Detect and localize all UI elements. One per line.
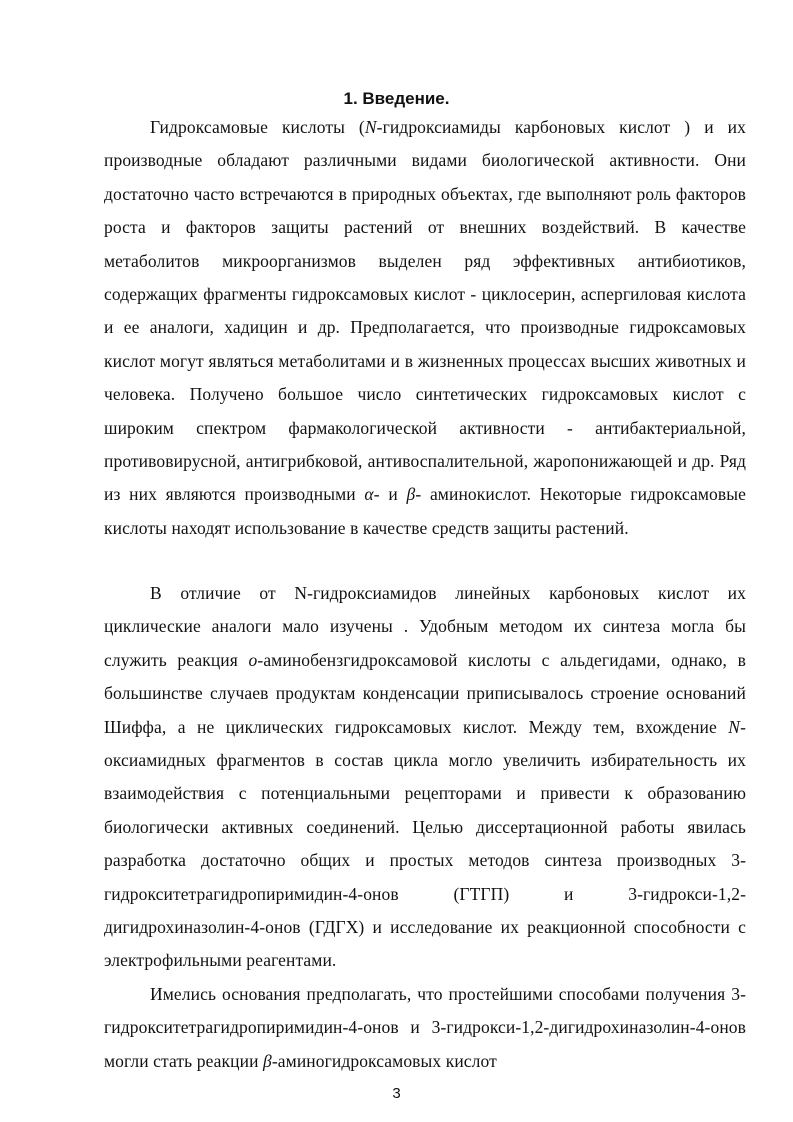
text-run: -оксиамидных фрагментов в состав цикла могло увеличить избирательность их взаимодействия с потенциальными рецепторами и привести к образованию биологически активных соединений. Целью диссертационной работы явилась разработка достаточно общих и простых методов синтеза производных 3-гидрокситетрагидропиримидин-4-онов (ГТГП) и 3-гидрокси-1,2-дигидрохиназолин-4-онов (ГДГХ) и исследование их реакционной способности с электрофильными реагентами. xyxy=(104,716,746,971)
text-run: -гидроксиамиды карбоновых кислот ) и их производные обладают различными видами биологической активности. Они достаточно часто встречаются в природных объектах, где выполняют роль факторов роста и факторов защиты растений от внешних воздействий. В качестве метаболитов микроорганизмов выделен ряд эффективных антибиотиков, содержащих фрагменты гидроксамовых кислот - циклосерин, аспергиловая кислота и ее аналоги, хадицин и др. Предполагается, что производные гидроксамовых кислот могут являться метаболитами и в жизненных процессах высших животных и человека. Получено большое число синтетических гидроксамовых кислот с широким спектром фармакологической активности - антибактериальной, противовирусной, антигрибковой, антивоспалительной, жаропонижающей и др. Ряд из них являются производными xyxy=(104,117,746,505)
page-number: 3 xyxy=(392,1085,401,1102)
text-run: Имелись основания предполагать, что простейшими способами получения 3-гидрокситетрагидропиримидин-4-онов и 3-гидрокси-1,2-дигидрохиназолин-4-онов могли стать реакции xyxy=(104,984,746,1071)
alpha-symbol: α- xyxy=(364,484,380,505)
beta-symbol: β- xyxy=(406,484,422,505)
text-run: В отличие от N-гидроксиамидов линейных карбоновых кислот их циклические аналоги мало изучены . Удобным методом их синтеза могла бы служить реакция xyxy=(104,583,746,670)
text-run: -аминогидроксамовых кислот xyxy=(271,1050,497,1071)
text-run: -аминобензгидроксамовой кислоты с альдегидами, однако, в большинстве случаев продуктам конденсации приписывалось строение оснований Шиффа, а не циклических гидроксамовых кислот. Между тем, вхождение xyxy=(104,649,746,737)
text-run: и xyxy=(379,484,407,505)
beta-symbol: β xyxy=(263,1050,272,1071)
paragraph-methods xyxy=(104,978,746,1078)
paragraph-intro xyxy=(104,111,746,545)
text-run: аминокислот. Некоторые гидроксамовые кислоты находят использование в качестве средств защиты растений. xyxy=(104,484,746,538)
italic-symbol: N xyxy=(364,117,377,137)
italic-symbol: N xyxy=(728,716,741,737)
section-heading: 1. Введение. xyxy=(343,89,450,108)
italic-symbol: о xyxy=(248,649,258,670)
paragraph-goal xyxy=(104,577,746,978)
text-run: Гидроксамовые кислоты ( xyxy=(150,117,365,137)
